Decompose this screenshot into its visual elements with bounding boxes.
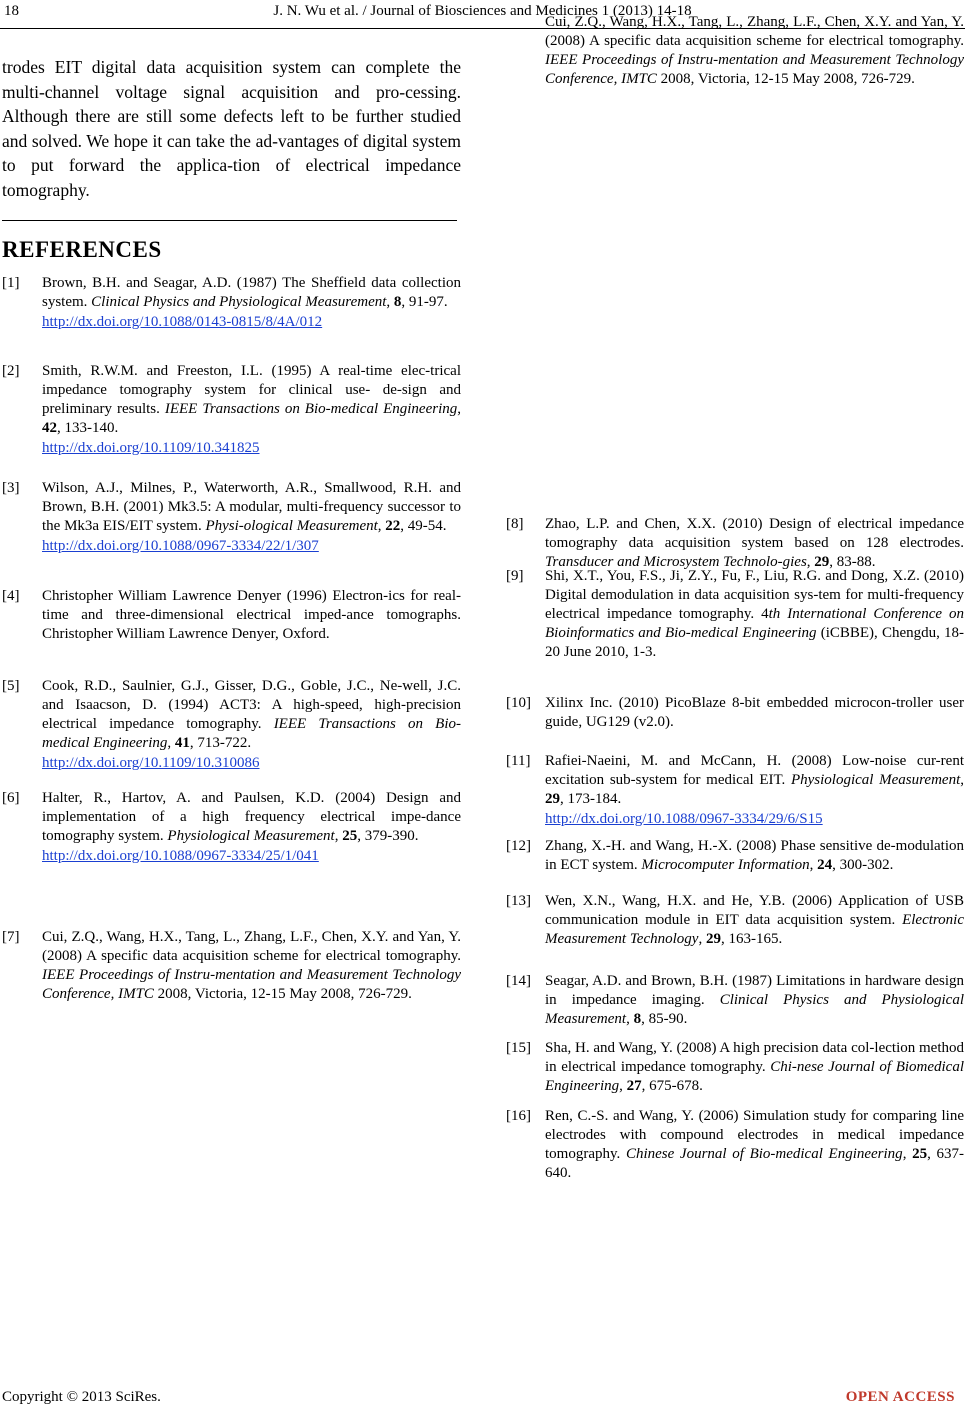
reference-authors-title: Shi, X.T., You, F.S., Ji, Z.Y., Fu, F., Liu, R.G. and Dong, X.Z. (2010) Digital demodulation in data acquisition sys-tem for multi-frequency electrical impedance tomography. 4: [545, 568, 964, 622]
reference-entry: [506, 694, 964, 732]
reference-journal: Chinese Journal of Bio-medical Engineering: [625, 1146, 903, 1162]
reference-volume: 27: [626, 1078, 642, 1094]
reference-number: [13]: [506, 893, 531, 909]
reference-journal: Microcomputer Information: [641, 857, 810, 873]
reference-text: [545, 567, 964, 662]
reference-volume: 22: [385, 518, 401, 534]
reference-text: Brown, B.H. and Seagar, A.D. (1987) The Sheffield data collection system. Clinical Physics and Physiological Measurement, 8, 91-97. http://dx.doi.org/10.1088/0143-0815/8/4A/012: [42, 275, 461, 330]
reference-entry: [2, 362, 461, 458]
reference-pages: , 133-140.: [57, 420, 119, 436]
reference-pages: , 91-97.: [401, 294, 448, 310]
reference-journal: th International Conference on Bioinformatics and Bio-medical Engineering: [545, 606, 964, 641]
reference-text: Rafiei-Naeini, M. and McCann, H. (2008) Low-noise cur-rent excitation sub-system for medical EIT. Physiological Measurement, 29, 173-184. http://dx.doi.org/10.1088/0967-3334/29/6/S15: [545, 753, 964, 827]
reference-pages: , 637-640.: [545, 1146, 965, 1181]
reference-number: [9]: [506, 568, 524, 584]
reference-journal: IEEE Proceedings of Instru-mentation and Measurement Technology Conference, IMTC: [42, 967, 461, 1002]
reference-authors-title: Sha, H. and Wang, Y. (2008) A high precision data col-lection method in electrical impedance tomography.: [545, 1040, 964, 1075]
reference-volume: 29: [705, 931, 721, 947]
reference-number: [15]: [506, 1040, 531, 1056]
reference-volume: 24: [817, 857, 833, 873]
reference-entry: [2, 587, 461, 644]
copyright-notice: Copyright © 2013 SciRes.: [2, 1389, 161, 1405]
reference-pages: , 85-90.: [641, 1011, 688, 1027]
reference-text: Sha, H. and Wang, Y. (2008) A high precision data col-lection method in electrical impedance tomography. Chi-nese Journal of Biomedical Engineering, 27, 675-678.: [545, 1040, 965, 1094]
reference-number: [3]: [2, 480, 20, 496]
reference-authors-title: Wilson, A.J., Milnes, P., Waterworth, A.R., Smallwood, R.H. and Brown, B.H. (2001) Mk3.5: A modular, multi-frequency successor to the Mk3a EIS/EIT system.: [42, 480, 461, 534]
reference-number: [14]: [506, 973, 531, 989]
reference-doi-link[interactable]: http://dx.doi.org/10.1088/0967-3334/25/1/041: [42, 848, 319, 864]
reference-pages: , 675-678.: [641, 1078, 703, 1094]
reference-entry: [2, 479, 461, 556]
section-divider: [2, 220, 457, 221]
reference-journal: Transducer and Microsystem Technolo-gies: [545, 554, 807, 570]
reference-authors-title: Zhao, L.P. and Chen, X.X. (2010) Design of electrical impedance tomography data acquisition system based on 128 electrodes.: [545, 516, 964, 551]
reference-pages: , 163-165.: [720, 931, 783, 947]
reference-entry-continued: [506, 14, 964, 89]
reference-authors-title: Christopher William Lawrence Denyer (1996) Electron-ics for real-time and three-dimensional electrical imped-ance tomographs. Christopher William Lawrence Denyer, Oxford.: [42, 588, 461, 642]
reference-number: [2]: [2, 363, 20, 379]
reference-number: [6]: [2, 790, 20, 806]
reference-volume: 41: [174, 735, 190, 751]
reference-doi-link[interactable]: http://dx.doi.org/10.1088/0967-3334/29/6/S15: [545, 811, 823, 827]
reference-pages: , 173-184.: [560, 791, 622, 807]
reference-volume: 29: [814, 554, 830, 570]
reference-doi-link[interactable]: http://dx.doi.org/10.1088/0143-0815/8/4A/012: [42, 314, 323, 330]
reference-journal: Physi-ological Measurement: [205, 518, 378, 534]
reference-authors-title: Wen, X.N., Wang, H.X. and He, Y.B. (2006) Application of USB communication module in EIT data acquisition system.: [545, 893, 964, 928]
reference-pages: (iCBBE), Chengdu, 18-20 June 2010, 1-3.: [545, 625, 964, 660]
reference-pages: , 379-390.: [357, 828, 419, 844]
reference-pages: 2008, Victoria, 12-15 May 2008, 726-729.: [153, 986, 412, 1002]
reference-text: Smith, R.W.M. and Freeston, I.L. (1995) A real-time elec-trical impedance tomography system for clinical use- de-sign and preliminary results. IEEE Transactions on Bio-medical Engineering, 42, 133-140. http://dx.doi.org/10.1109/10.341825: [42, 363, 461, 456]
reference-entry: [506, 1107, 964, 1183]
reference-journal: Physiological Measurement: [167, 828, 335, 844]
reference-text: [42, 587, 461, 644]
reference-authors-title: Ren, C.-S. and Wang, Y. (2006) Simulation study for comparing line electrodes with compound electrodes in medical impedance tomography.: [545, 1108, 964, 1162]
reference-volume: 29: [545, 791, 560, 807]
reference-entry: [506, 972, 964, 1029]
reference-journal: Clinical Physics and Physiological Measurement: [545, 992, 964, 1027]
reference-authors-title: Seagar, A.D. and Brown, B.H. (1987) Limitations in hardware design in impedance imaging.: [545, 973, 964, 1008]
reference-entry: [2, 677, 461, 773]
reference-volume: 8: [633, 1011, 642, 1027]
running-head: J. N. Wu et al. / Journal of Biosciences and Medicines 1 (2013) 14-18: [273, 3, 692, 19]
reference-number: [1]: [2, 275, 20, 291]
reference-number: [8]: [506, 516, 524, 532]
reference-text: Seagar, A.D. and Brown, B.H. (1987) Limitations in hardware design in impedance imaging. Clinical Physics and Physiological Measurement, 8, 85-90.: [545, 973, 964, 1027]
reference-journal: Electronic Measurement Technology: [545, 912, 964, 947]
reference-number: [11]: [506, 753, 531, 769]
reference-entry: [506, 567, 964, 662]
reference-pages: 2008, Victoria, 12-15 May 2008, 726-729.: [656, 71, 915, 87]
reference-journal: Physiological Measurement: [790, 772, 961, 788]
reference-pages: , 49-54.: [400, 518, 447, 534]
reference-entry: [506, 515, 964, 572]
reference-authors-title: Xilinx Inc. (2010) PicoBlaze 8-bit embedded microcon-troller user guide, UG129 (v2.0).: [545, 695, 964, 730]
reference-pages: , 300-302.: [832, 857, 894, 873]
reference-entry: [2, 928, 461, 1002]
reference-doi-link[interactable]: http://dx.doi.org/10.1109/10.341825: [42, 440, 260, 456]
reference-text: Wen, X.N., Wang, H.X. and He, Y.B. (2006) Application of USB communication module in EIT data acquisition system. Electronic Measurement Technology, 29, 163-165.: [545, 893, 964, 947]
reference-authors-title: Smith, R.W.M. and Freeston, I.L. (1995) A real-time elec-trical impedance tomography system for clinical use- de-sign and preliminary results.: [42, 363, 461, 417]
reference-doi-link[interactable]: http://dx.doi.org/10.1109/10.310086: [42, 755, 260, 771]
reference-pages: , 713-722.: [189, 735, 252, 751]
reference-volume: 8: [393, 294, 402, 310]
reference-entry: [2, 789, 461, 866]
reference-doi-link[interactable]: http://dx.doi.org/10.1088/0967-3334/22/1/307: [42, 538, 319, 554]
reference-7-continuation: [506, 14, 964, 139]
reference-entry: [506, 1039, 964, 1096]
references-heading: REFERENCES: [2, 237, 162, 262]
reference-text: [42, 928, 461, 1004]
reference-authors-title: Rafiei-Naeini, M. and McCann, H. (2008) Low-noise cur-rent excitation sub-system for medical EIT.: [545, 753, 964, 788]
reference-journal: IEEE Transactions on Bio-medical Engineering: [164, 401, 458, 417]
reference-number: [16]: [506, 1108, 531, 1124]
reference-text: Zhang, X.-H. and Wang, H.-X. (2008) Phase sensitive de-modulation in ECT system. Microcomputer Information, 24, 300-302.: [545, 838, 964, 873]
reference-number: [4]: [2, 588, 20, 604]
reference-entry: [506, 752, 964, 829]
reference-number: [7]: [2, 929, 20, 945]
open-access-label: OPEN ACCESS: [845, 1389, 955, 1405]
reference-journal: IEEE Transactions on Bio- medical Engineering: [42, 716, 462, 751]
reference-volume: 42: [42, 420, 57, 436]
reference-authors-title: Cui, Z.Q., Wang, H.X., Tang, L., Zhang, L.F., Chen, X.Y. and Yan, Y. (2008) A specific data acquisition scheme for electrical tomography.: [42, 929, 461, 964]
reference-authors-title: Zhang, X.-H. and Wang, H.-X. (2008) Phase sensitive de-modulation in ECT system.: [545, 838, 964, 873]
reference-text: [545, 694, 964, 732]
reference-number: [12]: [506, 838, 531, 854]
reference-text: Cook, R.D., Saulnier, G.J., Gisser, D.G., Goble, J.C., Ne-well, J.C. and Isaacson, D. (1994) ACT3: A high-speed, high-precision electrical impedance tomography. IEEE Transactions on Bio- medical Engineering, 41, 713-722. http://dx.doi.org/10.1109/10.310086: [42, 678, 462, 771]
reference-text: Wilson, A.J., Milnes, P., Waterworth, A.R., Smallwood, R.H. and Brown, B.H. (2001) Mk3.5: A modular, multi-frequency successor to the Mk3a EIS/EIT system. Physi-ological Measurement, 22, 49-54. http://dx.doi.org/10.1088/0967-3334/22/1/307: [42, 480, 461, 554]
reference-authors-title: Cui, Z.Q., Wang, H.X., Tang, L., Zhang, L.F., Chen, X.Y. and Yan, Y. (2008) A specific data acquisition scheme for electrical tomography.: [545, 14, 964, 49]
reference-journal: IEEE Proceedings of Instru-mentation and Measurement Technology Conference, IMTC: [545, 52, 964, 87]
reference-volume: 25: [342, 828, 358, 844]
page-number: 18: [4, 3, 19, 19]
reference-number: [10]: [506, 695, 531, 711]
reference-number: [5]: [2, 678, 20, 694]
reference-entry: [506, 837, 964, 875]
reference-text: Zhao, L.P. and Chen, X.X. (2010) Design of electrical impedance tomography data acquisition system based on 128 electrodes. Transducer and Microsystem Technolo-gies, 29, 83-88.: [545, 516, 964, 570]
reference-text: Halter, R., Hartov, A. and Paulsen, K.D. (2004) Design and implementation of a high frequency electrical impe-dance tomography system. Physiological Measurement, 25, 379-390. http://dx.doi.org/10.1088/0967-3334/25/1/041: [42, 790, 461, 864]
reference-text: Ren, C.-S. and Wang, Y. (2006) Simulation study for comparing line electrodes with compound electrodes in medical impedance tomography. Chinese Journal of Bio-medical Engineering, 25, 637-640.: [545, 1108, 965, 1181]
reference-entry: [506, 892, 964, 949]
reference-journal: Clinical Physics and Physiological Measurement: [91, 294, 387, 310]
reference-text: [545, 13, 964, 89]
reference-entry: [2, 274, 461, 332]
intro-paragraph: trodes EIT digital data acquisition system can complete the multi-channel voltage signal acquisition and pro-cessing. Although there are still some defects left to be further studied and solved. We hope it can take the ad-vantages of digital system to put forward the applica-tion of electrical impedance tomography.: [2, 57, 461, 200]
reference-authors-title: Brown, B.H. and Seagar, A.D. (1987) The Sheffield data collection system.: [42, 275, 461, 310]
reference-journal: Chi-nese Journal of Biomedical Engineering: [545, 1059, 965, 1094]
reference-authors-title: Halter, R., Hartov, A. and Paulsen, K.D. (2004) Design and implementation of a high frequency electrical impe-dance tomography system.: [42, 790, 461, 844]
reference-volume: 25: [912, 1146, 928, 1162]
reference-pages: , 83-88.: [829, 554, 876, 570]
reference-authors-title: Cook, R.D., Saulnier, G.J., Gisser, D.G., Goble, J.C., Ne-well, J.C. and Isaacson, D. (1994) ACT3: A high-speed, high-precision electrical impedance tomography.: [42, 678, 461, 732]
